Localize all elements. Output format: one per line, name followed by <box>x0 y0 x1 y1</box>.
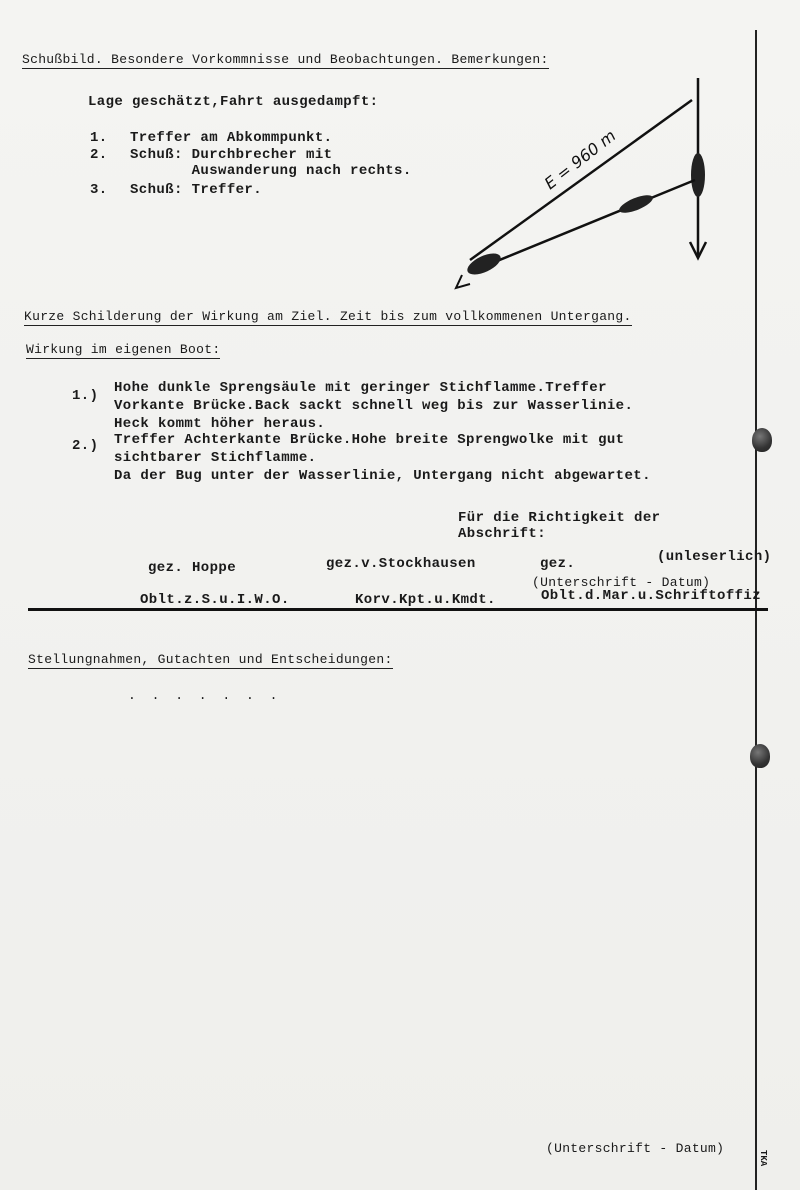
effect-1-num: 1.) <box>72 388 99 404</box>
section-heading-stellungnahmen: Stellungnahmen, Gutachten und Entscheidungen: <box>28 652 393 667</box>
situation-item-1-num: 1. <box>90 130 108 146</box>
situation-item-1-text: Treffer am Abkommpunkt. <box>130 130 333 146</box>
rank-2: Korv.Kpt.u.Kmdt. <box>355 592 496 608</box>
section-heading-wirkung-am-ziel: Kurze Schilderung der Wirkung am Ziel. Zeit bis zum vollkommenen Untergang. <box>24 309 632 324</box>
situation-item-3-num: 3. <box>90 182 108 198</box>
situation-item-3-text: Schuß: Treffer. <box>130 182 263 198</box>
signature-stockhausen: gez.v.Stockhausen <box>326 556 476 572</box>
target-ship-mark <box>691 153 705 197</box>
situation-title: Lage geschätzt,Fahrt ausgedampft: <box>88 94 379 110</box>
effect-2-line-2: sichtbarer Stichflamme. <box>114 450 317 466</box>
effect-1-line-3: Heck kommt höher heraus. <box>114 416 326 432</box>
torpedo-shot-sketch <box>440 70 740 300</box>
pin-hole-top <box>752 428 772 452</box>
situation-item-2-cont: Auswanderung nach rechts. <box>130 163 412 179</box>
effect-2-line-1: Treffer Achterkante Brücke.Hohe breite Sprengwolke mit gut <box>114 432 625 448</box>
certification-line-2: Abschrift: <box>458 526 547 542</box>
rank-3: Oblt.d.Mar.u.Schriftoffiz <box>541 588 762 604</box>
distance-label: E = 960 m <box>540 125 620 194</box>
signature-divider-rule <box>28 608 768 611</box>
rank-1: Oblt.z.S.u.I.W.O. <box>140 592 290 608</box>
situation-item-2-num: 2. <box>90 147 108 163</box>
archive-stamp: TKA <box>758 1150 768 1167</box>
pin-hole-bottom <box>750 744 770 768</box>
situation-item-2-text: Schuß: Durchbrecher mit <box>130 147 333 163</box>
u-boat-mark <box>464 249 503 279</box>
effect-2-line-3: Da der Bug unter der Wasserlinie, Untergang nicht abgewartet. <box>114 468 651 484</box>
effect-1-line-1: Hohe dunkle Sprengsäule mit geringer Stichflamme.Treffer <box>114 380 607 396</box>
section-heading-schussbild: Schußbild. Besondere Vorkommnisse und Beobachtungen. Bemerkungen: <box>22 52 549 67</box>
torpedo-mark <box>617 192 655 217</box>
effect-2-num: 2.) <box>72 438 99 454</box>
signature-hoppe: gez. Hoppe <box>148 560 237 576</box>
signature-unleserlich: (unleserlich) <box>657 549 772 565</box>
footer-signature-caption: (Unterschrift - Datum) <box>546 1141 725 1156</box>
signature-caption-top: (Unterschrift - Datum) <box>532 575 711 590</box>
placeholder-dots: . . . . . . . <box>128 688 282 703</box>
section-heading-wirkung-eigenes-boot: Wirkung im eigenen Boot: <box>26 342 221 357</box>
certification-line-1: Für die Richtigkeit der <box>458 510 661 526</box>
signature-gez: gez. <box>540 556 576 572</box>
aim-line <box>470 100 692 260</box>
torpedo-track-line <box>480 180 695 268</box>
u-boat-direction-arrow <box>456 275 470 288</box>
effect-1-line-2: Vorkante Brücke.Back sackt schnell weg bis zur Wasserlinie. <box>114 398 634 414</box>
